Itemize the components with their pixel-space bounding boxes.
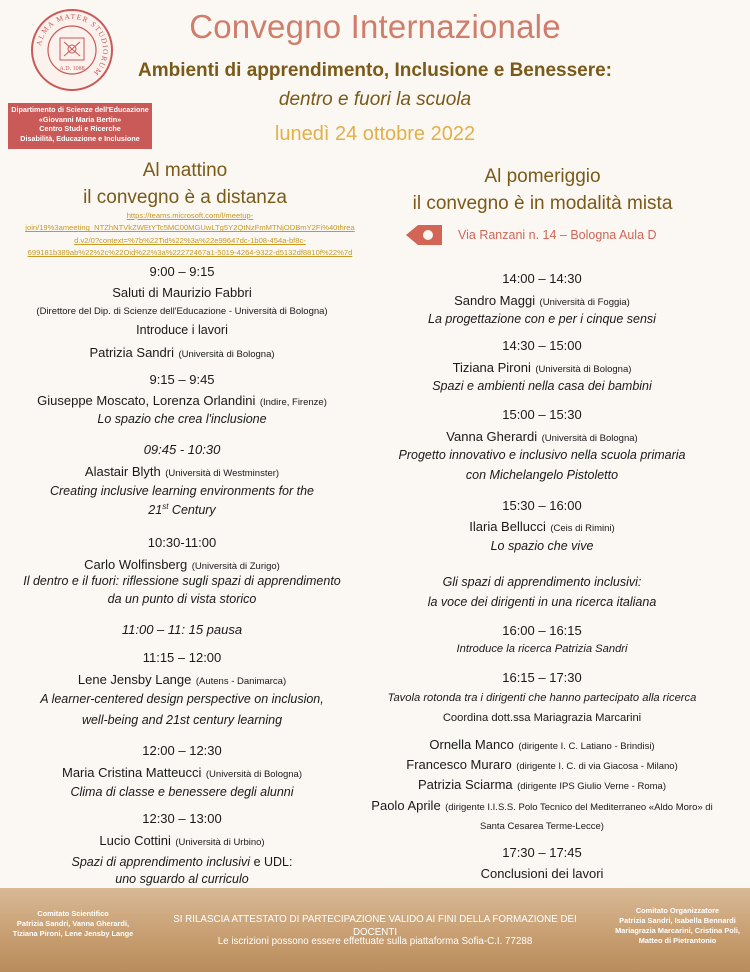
conference-subtitle: Ambienti di apprendimento, Inclusione e Benessere: [137, 60, 613, 81]
speaker-affiliation: (Università di Foggia) [539, 297, 630, 308]
panelist-1 [362, 736, 722, 754]
speaker-affiliation: (Indire, Firenze) [259, 397, 327, 408]
morning-speaker-2 [12, 392, 352, 410]
speaker-affiliation: (Autens - Danimarca) [195, 676, 287, 687]
afternoon-time-7: 17:30 – 17:45 [502, 845, 582, 860]
morning-speaker-5 [12, 671, 352, 689]
morning-time-4: 10:30-11:00 [147, 535, 217, 550]
speaker-affiliation: (Università di Bologna) [205, 769, 302, 780]
enrollment-notice: Le iscrizioni possono essere effettuate sulla piattaforma Sofia-C.I. 77288 [217, 936, 533, 947]
link-line[interactable]: join/19%3ameeting_NTZhNTVkZWEtYTc5MC00MGUwLTg5Y2QtNzFmMTNjODBmY2Fi%40threa [25, 223, 355, 233]
morning-talk-4-line2: da un punto di vista storico [107, 592, 257, 606]
afternoon-time-3: 15:00 – 15:30 [502, 407, 582, 422]
speaker-affiliation: (dirigente I.I.S.S. Polo Tecnico del Mediterraneo «Aldo Moro» di [445, 802, 713, 813]
committee-line: Patrizia Sandri, Isabella Bennardi [619, 916, 736, 925]
afternoon-talk-2: Spazi e ambienti nella casa dei bambini [432, 379, 652, 393]
dept-line: Disabilità, Educazione e Inclusione [20, 133, 140, 143]
morning-talk-7-line1 [12, 853, 352, 871]
speaker-affiliation: (Università di Zurigo) [191, 561, 280, 572]
round-table-coordinator: Coordina dott.ssa Mariagrazia Marcarini [442, 712, 642, 724]
committee-line: Comitato Organizzatore [635, 906, 720, 915]
speaker-name: Giuseppe Moscato, Lorenza Orlandini [37, 393, 256, 408]
morning-talk-3-line2 [12, 502, 352, 517]
morning-intro-label: Introduce i lavori [136, 323, 228, 337]
svg-text:ALMA MATER STUDIORUM: ALMA MATER STUDIORUM [34, 11, 111, 79]
morning-talk-6: Clima di classe e benessere degli alunni [70, 785, 294, 799]
afternoon-time-1: 14:00 – 14:30 [502, 271, 582, 286]
morning-talk-2: Lo spazio che crea l'inclusione [97, 412, 267, 426]
dept-line: «Giovanni Maria Bertin» [38, 114, 122, 124]
afternoon-heading-line1: Al pomeriggio [484, 166, 601, 187]
afternoon-speaker-4 [362, 518, 722, 536]
afternoon-heading [365, 163, 720, 217]
speaker-name: Alastair Blyth [84, 464, 161, 479]
speaker-name: Carlo Wolfinsberg [84, 557, 188, 572]
speaker-affiliation: (dirigente I. C. di via Giacosa - Milano) [516, 761, 678, 772]
committee-line: Comitato Scientifico [37, 909, 109, 918]
dept-line: Dipartimento di Scienze dell'Educazione [11, 105, 149, 114]
speaker-name: Ornella Manco [429, 737, 514, 752]
committee-line: Mariagrazia Marcarini, Cristina Poli, [615, 926, 740, 935]
morning-talk-4-line1: Il dentro e il fuori: riflessione sugli spazi di apprendimento [23, 574, 341, 588]
speaker-name: Vanna Gherardi [446, 429, 538, 444]
speaker-name: Ilaria Bellucci [469, 519, 546, 534]
morning-speaker-4 [12, 556, 352, 574]
morning-speaker-1: Saluti di Maurizio Fabbri [112, 285, 252, 300]
speaker-name: Paolo Aprile [371, 798, 441, 813]
speaker-affiliation: (Università di Urbino) [175, 837, 265, 848]
speaker-name: Lene Jensby Lange [77, 672, 192, 687]
speaker-name: Maria Cristina Matteucci [62, 765, 202, 780]
certificate-notice: SI RILASCIA ATTESTATO DI PARTECIPAZIONE VALIDO AI FINI DELLA FORMAZIONE DEI DOCENTI [173, 914, 577, 938]
afternoon-time-4: 15:30 – 16:00 [502, 498, 582, 513]
panelist-4-affiliation-line2: Santa Cesarea Terme-Lecce) [480, 821, 604, 832]
organizing-committee [605, 906, 750, 946]
committee-line: Tiziana Pironi, Lene Jensby Lange [12, 929, 134, 938]
morning-time-2: 9:15 – 9:45 [149, 372, 215, 387]
afternoon-time-6: 16:15 – 17:30 [502, 670, 582, 685]
speaker-affiliation: (Ceis di Rimini) [550, 523, 615, 534]
morning-time-5: 11:15 – 12:00 [142, 650, 222, 665]
speaker-name: Patrizia Sandri [89, 345, 174, 360]
speaker-affiliation: (Università di Bologna) [535, 364, 632, 375]
speaker-affiliation: (Università di Westminster) [165, 468, 280, 479]
morning-heading-line2: il convegno è a distanza [83, 187, 287, 208]
morning-affiliation-1: (Direttore del Dip. di Scienze dell'Educazione - Università di Bologna) [36, 306, 328, 317]
morning-speaker-6 [12, 764, 352, 782]
speaker-affiliation: (dirigente I. C. Latiano - Brindisi) [518, 741, 655, 752]
teams-meeting-link[interactable] [25, 210, 355, 259]
morning-speaker-3 [12, 463, 352, 481]
morning-talk-7-line2: uno sguardo al curriculo [115, 872, 249, 886]
morning-talk-5-line1: A learner-centered design perspective on inclusion, [40, 692, 324, 706]
afternoon-talk-3-line2: con Michelangelo Pistoletto [465, 468, 619, 482]
morning-talk-3-line1: Creating inclusive learning environments for the [49, 484, 315, 498]
panelist-2 [362, 756, 722, 774]
talk-superscript: st [162, 502, 169, 511]
speaker-affiliation: (Università di Bologna) [178, 349, 275, 360]
speaker-affiliation: (Università di Bologna) [541, 433, 638, 444]
morning-time-3: 09:45 - 10:30 [143, 442, 221, 457]
research-intro: Introduce la ricerca Patrizia Sandri [456, 643, 628, 655]
morning-heading-line1: Al mattino [142, 160, 228, 181]
morning-speaker-7 [12, 832, 352, 850]
speaker-name: Lucio Cottini [99, 833, 171, 848]
dept-line: Centro Studi e Ricerche [39, 124, 121, 133]
talk-part: Century [168, 503, 216, 518]
afternoon-talk-4: Lo spazio che vive [490, 539, 594, 553]
afternoon-heading-line2: il convegno è in modalità mista [412, 193, 673, 214]
research-title-line1: Gli spazi di apprendimento inclusivi: [442, 575, 642, 589]
morning-time-6: 12:00 – 12:30 [142, 743, 222, 758]
link-line[interactable]: d.v2/0?context=%7b%22Tid%22%3a%22e99647dc-1b08-454a-bf8c- [74, 235, 306, 245]
map-pin-icon [404, 222, 444, 248]
talk-part: e UDL: [250, 855, 293, 869]
afternoon-time-2: 14:30 – 15:00 [502, 338, 582, 353]
committee-line: Matteo di Pietrantonio [638, 936, 717, 945]
scientific-committee [4, 909, 142, 939]
closing-remarks: Conclusioni dei lavori [480, 866, 604, 881]
speaker-affiliation: (dirigente IPS Giulio Verne - Roma) [517, 781, 666, 792]
link-line[interactable]: 699181b389ab%22%2c%22Oid%22%3a%22272467a1-5019-4264-9322-d5132df8810f%22%7d [27, 247, 353, 257]
conference-subtitle-2: dentro e fuori la scuola [278, 89, 472, 110]
morning-pause: 11:00 – 11: 15 pausa [121, 622, 243, 637]
afternoon-talk-1: La progettazione con e per i cinque sensi [428, 312, 656, 326]
afternoon-speaker-3 [362, 428, 722, 446]
panelist-4 [362, 797, 722, 815]
afternoon-time-5: 16:00 – 16:15 [502, 623, 582, 638]
morning-talk-5-line2: well-being and 21st century learning [81, 713, 283, 727]
speaker-name: Sandro Maggi [454, 293, 536, 308]
conference-date: lunedì 24 ottobre 2022 [274, 123, 476, 145]
venue-location [404, 222, 657, 248]
morning-speaker-1b [12, 344, 352, 362]
morning-time-1: 9:00 – 9:15 [149, 264, 215, 279]
svg-text:A.D. 1088: A.D. 1088 [59, 66, 85, 72]
speaker-name: Francesco Muraro [406, 757, 512, 772]
committee-line: Patrizia Sandri, Vanna Gherardi, [16, 919, 130, 928]
afternoon-speaker-1 [362, 292, 722, 310]
speaker-name: Tiziana Pironi [452, 360, 531, 375]
talk-part: 21 [148, 503, 163, 518]
morning-heading [20, 157, 350, 211]
round-table-title: Tavola rotonda tra i dirigenti che hanno partecipato alla ricerca [387, 692, 697, 704]
afternoon-talk-3-line1: Progetto innovativo e inclusivo nella scuola primaria [398, 448, 686, 462]
panelist-3 [362, 776, 722, 794]
conference-title: Convegno Internazionale [189, 8, 561, 45]
speaker-name: Patrizia Sciarma [418, 777, 513, 792]
morning-time-7: 12:30 – 13:00 [142, 811, 222, 826]
venue-address: Via Ranzani n. 14 – Bologna Aula D [458, 228, 657, 242]
research-title-line2: la voce dei dirigenti in una ricerca italiana [427, 595, 657, 609]
afternoon-speaker-2 [362, 359, 722, 377]
talk-part: Spazi di apprendimento inclusivi [71, 855, 251, 869]
link-line[interactable]: https://teams.microsoft.com/l/meetup- [126, 211, 254, 220]
